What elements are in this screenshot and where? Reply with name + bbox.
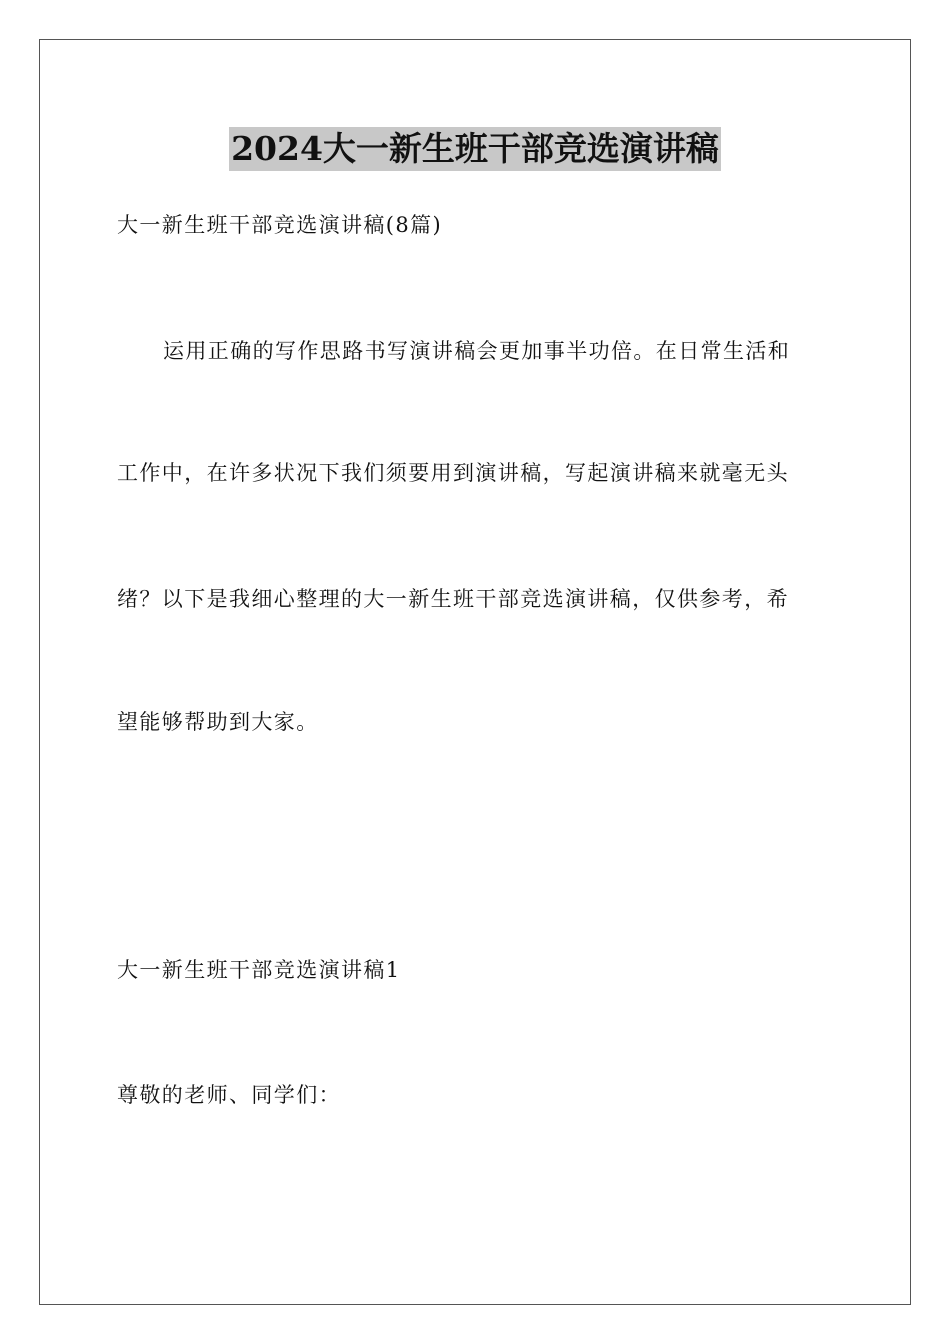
- intro-line-4: 望能够帮助到大家。: [117, 710, 319, 734]
- intro-line-1: 运用正确的写作思路书写演讲稿会更加事半功倍。在日常生活和: [163, 339, 791, 363]
- section-heading: 大一新生班干部竞选演讲稿1: [117, 958, 401, 982]
- document-subtitle: 大一新生班干部竞选演讲稿(8篇): [117, 213, 443, 237]
- document-title: 2024大一新生班干部竞选演讲稿: [229, 127, 721, 171]
- title-container: [0, 127, 950, 171]
- salutation: 尊敬的老师、同学们：: [117, 1083, 341, 1107]
- intro-line-2: 工作中，在许多状况下我们须要用到演讲稿，写起演讲稿来就毫无头: [117, 461, 789, 485]
- intro-line-3: 绪？以下是我细心整理的大一新生班干部竞选演讲稿，仅供参考，希: [117, 587, 789, 611]
